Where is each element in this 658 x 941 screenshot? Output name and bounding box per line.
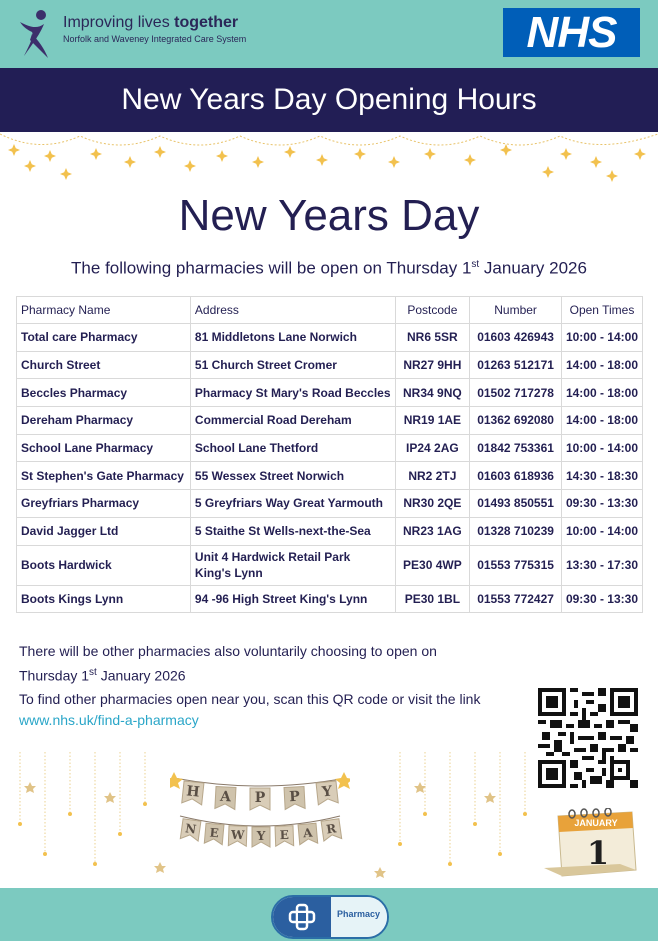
pharmacy-times: 10:00 - 14:00: [561, 324, 642, 352]
ics-subtitle: Norfolk and Waveney Integrated Care System: [63, 34, 247, 44]
pharmacy-address: Pharmacy St Mary's Road Beccles: [190, 379, 395, 407]
note-date: Thursday 1: [19, 667, 90, 684]
pharmacy-number: 01328 710239: [470, 517, 562, 545]
pharmacy-postcode: NR19 1AE: [395, 407, 470, 435]
pharmacy-table: [16, 296, 643, 613]
note-line-2: [19, 662, 539, 687]
new-year-letter: E: [209, 825, 220, 841]
pharmacy-name: Boots Hardwick: [17, 545, 191, 585]
table-row: [17, 407, 643, 435]
happy-letter: P: [254, 790, 266, 806]
note-find-text: To find other pharmacies open near you, scan this QR code or visit the link: [19, 690, 481, 707]
find-a-pharmacy-link[interactable]: www.nhs.uk/find-a-pharmacy: [19, 711, 199, 728]
other-pharmacies-note: [19, 641, 539, 731]
pharmacy-number: 01603 426943: [470, 324, 562, 352]
pharmacy-number: 01502 717278: [470, 379, 562, 407]
pharmacy-postcode: NR23 1AG: [395, 517, 470, 545]
pharmacy-address: [190, 545, 395, 585]
pharmacy-name: Beccles Pharmacy: [17, 379, 191, 407]
star-icon: [8, 144, 646, 182]
new-year-letter: R: [325, 821, 338, 837]
pharmacy-name: Greyfriars Pharmacy: [17, 490, 191, 518]
pharmacy-times: 09:30 - 13:30: [561, 585, 642, 613]
pharmacy-address: 94 -96 High Street King's Lynn: [190, 585, 395, 613]
pharmacy-number: 01603 618936: [470, 462, 562, 490]
table-row: [17, 517, 643, 545]
page-title: New Years Day: [178, 191, 480, 240]
pharmacy-postcode: NR2 2TJ: [395, 462, 470, 490]
pharmacy-number: 01842 753361: [470, 434, 562, 462]
happy-letter: H: [185, 783, 201, 801]
pharmacy-address: 55 Wessex Street Norwich: [190, 462, 395, 490]
pharmacy-address: 5 Staithe St Wells-next-the-Sea: [190, 517, 395, 545]
new-year-letter: N: [184, 821, 198, 837]
note-date-end: January 2026: [96, 667, 186, 684]
pharmacy-name: Dereham Pharmacy: [17, 407, 191, 435]
pharmacy-name: David Jagger Ltd: [17, 517, 191, 545]
column-header: Pharmacy Name: [17, 297, 191, 324]
table-row: [17, 545, 643, 585]
pharmacy-times: 14:00 - 18:00: [561, 351, 642, 379]
pharmacy-cross-icon: [273, 897, 331, 937]
pharmacy-name: St Stephen's Gate Pharmacy: [17, 462, 191, 490]
happy-letter: A: [219, 788, 232, 806]
table-row: [17, 585, 643, 613]
pharmacy-times: 14:00 - 18:00: [561, 407, 642, 435]
column-header: Postcode: [395, 297, 470, 324]
address-line-2: King's Lynn: [194, 566, 263, 580]
pharmacy-name: Boots Kings Lynn: [17, 585, 191, 613]
pharmacy-logo: [271, 895, 389, 939]
pharmacy-name: School Lane Pharmacy: [17, 434, 191, 462]
pharmacy-number: 01553 772427: [470, 585, 562, 613]
calendar-month: JANUARY: [574, 818, 618, 828]
table-row: [17, 324, 643, 352]
subtitle-text-end: January 2026: [479, 258, 587, 278]
pharmacy-times: 09:30 - 13:30: [561, 490, 642, 518]
ics-title-regular: Improving lives: [63, 14, 175, 31]
note-line-1: There will be other pharmacies also voluntarily choosing to open on: [19, 643, 437, 659]
star-garland: [0, 132, 658, 192]
calendar-icon: [540, 808, 640, 882]
qr-code-icon[interactable]: [538, 688, 638, 788]
ics-text: [63, 13, 246, 46]
pharmacy-address: 81 Middletons Lane Norwich: [190, 324, 395, 352]
ics-title: [63, 13, 246, 33]
table-header-row: [17, 297, 643, 324]
pharmacy-number: 01553 775315: [470, 545, 562, 585]
pharmacy-number: 01493 850551: [470, 490, 562, 518]
pharmacy-postcode: NR30 2QE: [395, 490, 470, 518]
subtitle-text: The following pharmacies will be open on Thursday 1: [71, 258, 472, 278]
column-header: Number: [470, 297, 562, 324]
pharmacy-address: School Lane Thetford: [190, 434, 395, 462]
pharmacy-logo-left: [273, 897, 331, 937]
column-header: Open Times: [561, 297, 642, 324]
new-year-letter: E: [279, 827, 290, 843]
pharmacy-number: 01362 692080: [470, 407, 562, 435]
calendar-day: 1: [586, 834, 610, 872]
subtitle-sup: st: [471, 259, 480, 270]
new-year-letter: W: [230, 827, 245, 843]
happy-letter: P: [288, 788, 301, 806]
pharmacy-logo-text: Pharmacy: [337, 909, 381, 919]
pharmacy-times: 14:30 - 18:30: [561, 462, 642, 490]
pharmacy-postcode: NR34 9NQ: [395, 379, 470, 407]
pharmacy-times: 13:30 - 17:30: [561, 545, 642, 585]
column-header: Address: [190, 297, 395, 324]
table-row: [17, 434, 643, 462]
note-line-3: [19, 689, 539, 731]
pharmacy-name: Total care Pharmacy: [17, 324, 191, 352]
ics-person-logo-icon: [14, 8, 54, 60]
table-row: [17, 351, 643, 379]
pharmacy-times: 14:00 - 18:00: [561, 379, 642, 407]
nhs-logo: NHS: [503, 8, 640, 57]
address-line-1: Unit 4 Hardwick Retail Park: [194, 550, 351, 564]
table-row: [17, 462, 643, 490]
pharmacy-postcode: IP24 2AG: [395, 434, 470, 462]
table-row: [17, 490, 643, 518]
pharmacy-times: 10:00 - 14:00: [561, 434, 642, 462]
happy-letter: Y: [321, 783, 333, 801]
new-year-letter: A: [302, 825, 314, 841]
happy-new-year-bunting: [170, 770, 350, 860]
pharmacy-address: Commercial Road Dereham: [190, 407, 395, 435]
pharmacy-address: 5 Greyfriars Way Great Yarmouth: [190, 490, 395, 518]
opening-hours-banner: New Years Day Opening Hours: [0, 68, 658, 132]
pharmacy-postcode: PE30 1BL: [395, 585, 470, 613]
pharmacy-name: Church Street: [17, 351, 191, 379]
pharmacy-postcode: NR27 9HH: [395, 351, 470, 379]
pharmacy-number: 01263 512171: [470, 351, 562, 379]
pharmacy-postcode: NR6 5SR: [395, 324, 470, 352]
note-date-sup: st: [89, 667, 97, 678]
page-subtitle: [0, 254, 658, 280]
pharmacy-times: 10:00 - 14:00: [561, 517, 642, 545]
pharmacy-postcode: PE30 4WP: [395, 545, 470, 585]
pharmacy-address: 51 Church Street Cromer: [190, 351, 395, 379]
ics-title-bold: together: [174, 14, 239, 31]
table-row: [17, 379, 643, 407]
new-year-letter: Y: [256, 829, 266, 843]
